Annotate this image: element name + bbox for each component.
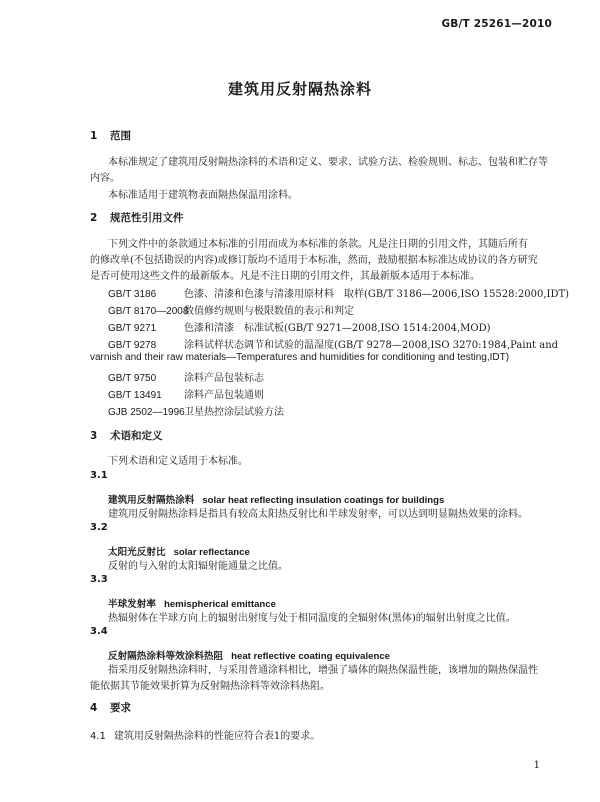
reference-title: 色漆、清漆和色漆与清漆用原材料 取样(GB/T 3186—2006,ISO 15528:2000,IDT) bbox=[184, 289, 570, 300]
section-number: 4 bbox=[90, 702, 98, 714]
reference-title: 涂料产品包装标志 bbox=[184, 373, 264, 384]
term-zh: 建筑用反射隔热涂料 bbox=[108, 495, 195, 506]
reference-item bbox=[108, 319, 491, 334]
clause-number: 3.2 bbox=[90, 522, 108, 533]
section-number: 2 bbox=[90, 212, 98, 224]
clause-number: 3.4 bbox=[90, 626, 108, 637]
term-zh: 太阳光反射比 bbox=[108, 547, 166, 558]
term-en: solar reflectance bbox=[173, 547, 250, 558]
paragraph: 是否可使用这些文件的最新版本。凡是不注日期的引用文件，其最新版本适用于本标准。 bbox=[90, 271, 480, 282]
clause-text: 建筑用反射隔热涂料的性能应符合表1的要求。 bbox=[113, 731, 321, 742]
reference-continuation: varnish and their raw materials—Temperatures and humidities for conditioning and testing,IDT) bbox=[90, 352, 510, 363]
reference-item bbox=[108, 369, 264, 384]
paragraph: 的修改单(不包括勘误的内容)或修订版均不适用于本标准，然而，鼓励根据本标准达成协议的各方研究 bbox=[90, 255, 538, 266]
section-title: 要求 bbox=[110, 702, 131, 714]
standard-code: GB/T 25261—2010 bbox=[441, 18, 552, 30]
term-en: hemispherical emittance bbox=[163, 599, 276, 610]
reference-title: 涂料产品包装通则 bbox=[184, 390, 264, 401]
section-title: 范围 bbox=[110, 130, 131, 142]
section-title: 术语和定义 bbox=[110, 430, 163, 442]
term-definition: 指采用反射隔热涂料时，与采用普通涂料相比，增强了墙体的隔热保温性能，该增加的隔热保温性 bbox=[108, 665, 538, 676]
reference-code: GB/T 3186 bbox=[108, 289, 157, 300]
term-en: heat reflective coating equivalence bbox=[231, 651, 391, 662]
section-number: 3 bbox=[90, 430, 98, 442]
reference-title: 卫星热控涂层试验方法 bbox=[184, 407, 284, 418]
reference-code: GB/T 9271 bbox=[108, 323, 157, 334]
term-definition: 反射的与入射的太阳辐射能通量之比值。 bbox=[108, 561, 288, 572]
reference-item bbox=[108, 386, 264, 401]
section-title: 规范性引用文件 bbox=[110, 212, 184, 224]
reference-item bbox=[108, 403, 284, 418]
reference-item bbox=[108, 336, 558, 351]
reference-title: 数值修约规则与极限数值的表示和判定 bbox=[184, 306, 354, 317]
reference-code: GB/T 9750 bbox=[108, 373, 157, 384]
term-zh: 反射隔热涂料等效涂料热阻 bbox=[108, 651, 224, 662]
section-number: 1 bbox=[90, 130, 98, 142]
clause-4-1 bbox=[90, 724, 320, 743]
term-en: solar heat reflecting insulation coatings for buildings bbox=[202, 495, 445, 506]
term-definition-continuation: 能依据其节能效果折算为反射隔热涂料等效涂料热阻。 bbox=[90, 681, 330, 692]
paragraph: 内容。 bbox=[90, 173, 120, 184]
reference-title: 色漆和清漆 标准试板(GB/T 9271—2008,ISO 1514:2004,MOD) bbox=[184, 323, 491, 334]
paragraph: 本标准规定了建筑用反射隔热涂料的术语和定义、要求、试验方法、检验规则、标志、包装和贮存等 bbox=[108, 157, 548, 168]
term-definition: 建筑用反射隔热涂料是指具有较高太阳热反射比和半球发射率，可以达到明显隔热效果的涂料。 bbox=[108, 509, 528, 520]
section-1-heading bbox=[90, 128, 131, 143]
reference-code: GB/T 8170—2008 bbox=[108, 306, 189, 317]
page-number: 1 bbox=[533, 760, 540, 771]
clause-number: 4.1 bbox=[90, 731, 106, 742]
reference-code: GB/T 9278 bbox=[108, 340, 157, 351]
reference-item bbox=[108, 285, 569, 300]
reference-item bbox=[108, 302, 354, 317]
clause-number: 3.1 bbox=[90, 470, 108, 481]
section-3-heading bbox=[90, 428, 163, 443]
document-title: 建筑用反射隔热涂料 bbox=[227, 80, 372, 98]
paragraph: 下列术语和定义适用于本标准。 bbox=[108, 456, 248, 467]
clause-number: 3.3 bbox=[90, 574, 108, 585]
term-zh: 半球发射率 bbox=[108, 599, 156, 610]
reference-code: GJB 2502—1996 bbox=[108, 407, 185, 418]
term-definition: 热辐射体在半球方向上的辐射出射度与处于相同温度的全辐射体(黑体)的辐射出射度之比值。 bbox=[108, 613, 516, 624]
paragraph: 下列文件中的条款通过本标准的引用而成为本标准的条款。凡是注日期的引用文件，其随后所有 bbox=[108, 239, 528, 250]
section-4-heading bbox=[90, 700, 131, 715]
reference-code: GB/T 13491 bbox=[108, 390, 162, 401]
paragraph: 本标准适用于建筑物表面隔热保温用涂料。 bbox=[108, 190, 298, 201]
section-2-heading bbox=[90, 210, 184, 225]
reference-title: 涂料试样状态调节和试验的温湿度(GB/T 9278—2008,ISO 3270:1984,Paint and bbox=[184, 340, 559, 351]
